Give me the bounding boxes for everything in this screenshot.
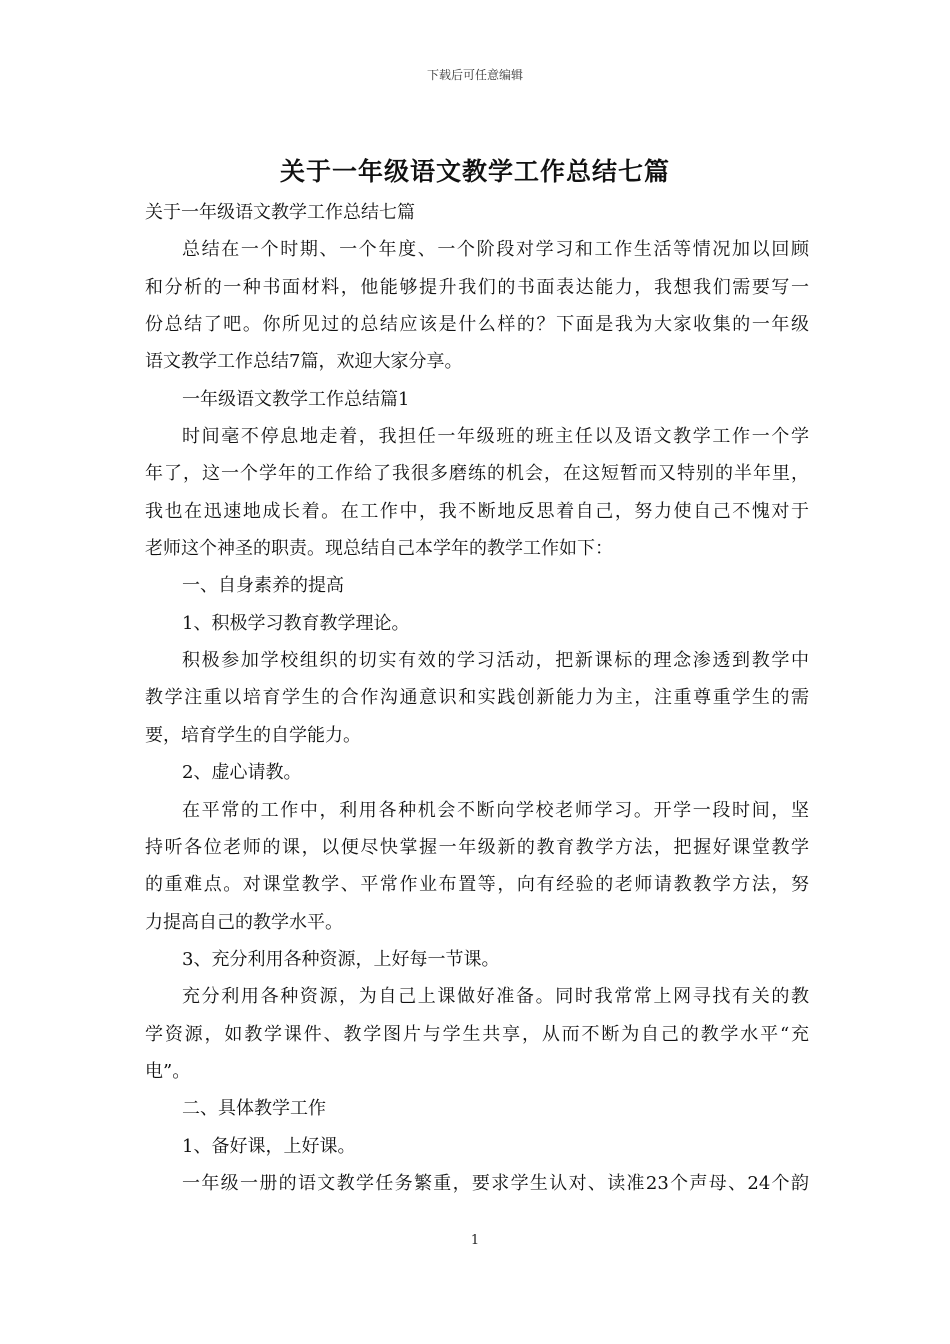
text-line: 1、积极学习教育教学理论。: [182, 612, 410, 634]
page-number: 1: [470, 1233, 480, 1248]
text-line: 和分析的一种书面材料，他能够提升我们的书面表达能力，我想我们需要写一: [145, 276, 809, 298]
document-title: 关于一年级语文教学工作总结七篇: [279, 157, 670, 186]
text-line: 年了，这一个学年的工作给了我很多磨练的机会，在这短暂而又特别的半年里，: [145, 463, 809, 485]
text-line: 一、自身素养的提高: [182, 575, 344, 597]
header-note: 下载后可任意编辑: [426, 68, 523, 82]
text-line: 语文教学工作总结7篇，欢迎大家分享。: [145, 351, 463, 373]
text-line: 关于一年级语文教学工作总结七篇: [145, 202, 415, 223]
text-line: 充分利用各种资源，为自己上课做好准备。同时我常常上网寻找有关的教: [182, 986, 809, 1008]
text-line: 份总结了吧。你所见过的总结应该是什么样的？下面是我为大家收集的一年级: [145, 314, 809, 336]
text-line: 一年级一册的语文教学任务繁重，要求学生认对、读准23个声母、24个韵: [182, 1172, 809, 1194]
text-line: 积极参加学校组织的切实有效的学习活动，把新课标的理念渗透到教学中: [182, 650, 809, 672]
text-line: 老师这个神圣的职责。现总结自己本学年的教学工作如下：: [145, 538, 613, 560]
text-line: 2、虚心请教。: [182, 762, 302, 784]
text-line: 总结在一个时期、一个年度、一个阶段对学习和工作生活等情况加以回顾: [182, 239, 809, 261]
document-body: [145, 194, 809, 1202]
text-line: 要，培育学生的自学能力。: [145, 724, 361, 746]
text-line: 1、备好课，上好课。: [182, 1135, 356, 1157]
text-line: 在平常的工作中，利用各种机会不断向学校老师学习。开学一段时间，坚: [182, 799, 809, 821]
text-line: 时间毫不停息地走着，我担任一年级班的班主任以及语文教学工作一个学: [182, 426, 809, 448]
text-line: 一年级语文教学工作总结篇1: [182, 388, 410, 410]
text-line: 3、充分利用各种资源，上好每一节课。: [182, 948, 500, 970]
text-line: 的重难点。对课堂教学、平常作业布置等，向有经验的老师请教教学方法，努: [145, 874, 809, 896]
text-line: 二、具体教学工作: [182, 1098, 326, 1120]
text-line: 我也在迅速地成长着。在工作中，我不断地反思着自己，努力使自己不愧对于: [145, 500, 809, 522]
text-line: 学资源，如教学课件、教学图片与学生共享，从而不断为自己的教学水平“充: [145, 1023, 809, 1045]
text-line: 持听各位老师的课，以便尽快掌握一年级新的教育教学方法，把握好课堂教学: [145, 836, 809, 858]
text-line: 力提高自己的教学水平。: [145, 911, 343, 933]
text-line: 电”。: [145, 1060, 191, 1082]
text-line: 教学注重以培育学生的合作沟通意识和实践创新能力为主，注重尊重学生的需: [145, 687, 809, 709]
